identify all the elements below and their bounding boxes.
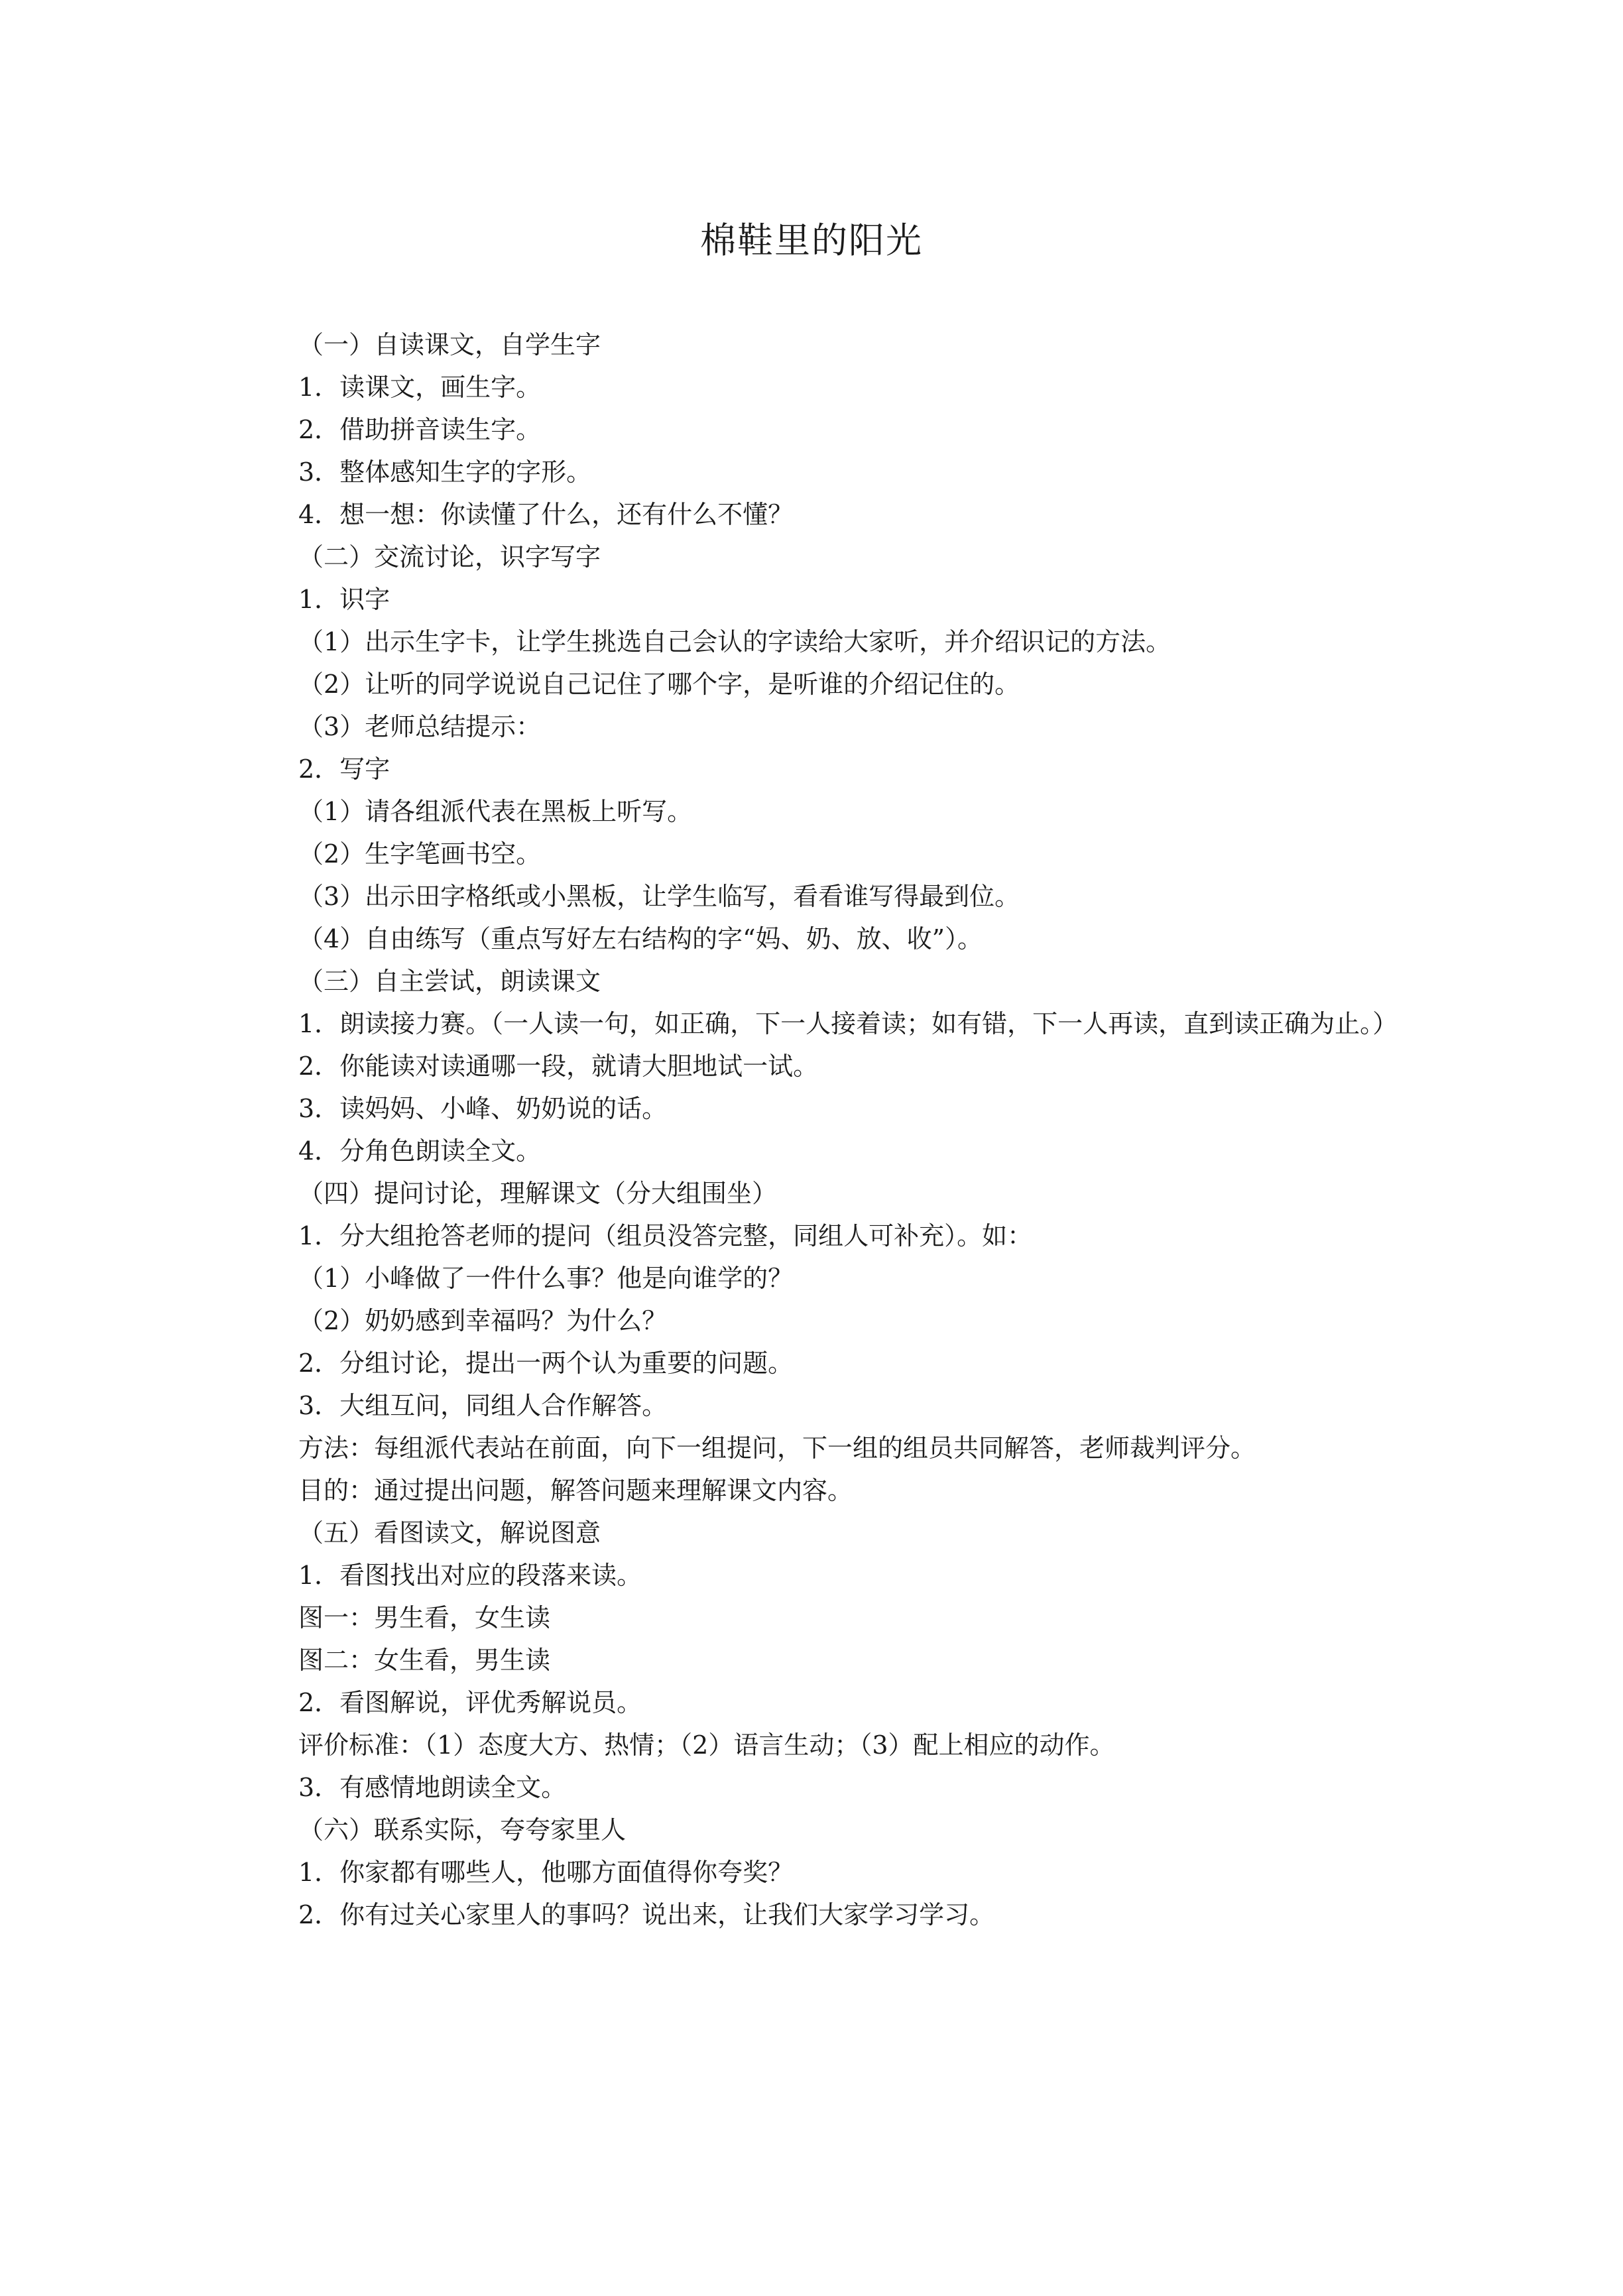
section-heading-3: （三）自主尝试，朗读课文 (298, 967, 601, 996)
list-item: 2．你有过关心家里人的事吗？说出来，让我们大家学习学习。 (298, 1900, 995, 1929)
sub-item: （1）请各组派代表在黑板上听写。 (298, 797, 693, 826)
criteria-note: 评价标准：（1）态度大方、热情；（2）语言生动；（3）配上相应的动作。 (298, 1730, 1115, 1760)
list-item: 4．想一想：你读懂了什么，还有什么不懂？ (298, 500, 794, 529)
list-item: 2．你能读对读通哪一段，就请大胆地试一试。 (298, 1052, 819, 1081)
list-item: 2．写字 (298, 755, 391, 784)
sub-item: （2）生字笔画书空。 (298, 839, 542, 869)
list-item-wrapped: 1．朗读接力赛。（一人读一句，如正确，下一人接着读；如有错，下一人再读，直到读正确为止。） (298, 1009, 1398, 1038)
document-title: 棉鞋里的阳光 (700, 219, 923, 261)
method-note: 方法：每组派代表站在前面，向下一组提问，下一组的组员共同解答，老师裁判评分。 (298, 1433, 1256, 1463)
picture-note: 图一：男生看，女生读 (298, 1603, 551, 1632)
section-heading-6: （六）联系实际，夸夸家里人 (298, 1815, 627, 1844)
sub-item: （1）小峰做了一件什么事？他是向谁学的？ (298, 1264, 794, 1293)
list-item: 3．有感情地朗读全文。 (298, 1773, 567, 1802)
list-item: 1．你家都有哪些人，他哪方面值得你夸奖？ (298, 1858, 794, 1887)
list-item: 1．读课文，画生字。 (298, 373, 542, 402)
sub-item: （2）奶奶感到幸福吗？为什么？ (298, 1306, 668, 1335)
sub-item: （3）老师总结提示： (298, 712, 542, 741)
list-item: 4．分角色朗读全文。 (298, 1136, 542, 1166)
section-heading-4: （四）提问讨论，理解课文（分大组围坐） (298, 1179, 778, 1208)
section-heading-1: （一）自读课文，自学生字 (298, 330, 601, 359)
list-item: 2．分组讨论，提出一两个认为重要的问题。 (298, 1349, 794, 1378)
sub-item: （1）出示生字卡，让学生挑选自己会认的字读给大家听，并介绍识记的方法。 (298, 627, 1172, 656)
document-body (248, 324, 1398, 1936)
list-item: 1．分大组抢答老师的提问（组员没答完整，同组人可补充）。如： (298, 1221, 1033, 1250)
section-heading-5: （五）看图读文，解说图意 (298, 1518, 601, 1547)
list-item: 1．识字 (298, 585, 391, 614)
sub-item: （2）让听的同学说说自己记住了哪个字，是听谁的介绍记住的。 (298, 670, 1020, 699)
sub-item: （3）出示田字格纸或小黑板，让学生临写，看看谁写得最到位。 (298, 882, 1020, 911)
sub-item: （4）自由练写（重点写好左右结构的字“妈、奶、放、收”）。 (298, 924, 983, 953)
list-item: 2．看图解说，评优秀解说员。 (298, 1688, 642, 1717)
picture-note: 图二：女生看，男生读 (298, 1646, 551, 1675)
list-item: 3．整体感知生字的字形。 (298, 457, 592, 487)
list-item: 1．看图找出对应的段落来读。 (298, 1561, 642, 1590)
section-heading-2: （二）交流讨论，识字写字 (298, 542, 601, 572)
list-item: 2．借助拼音读生字。 (298, 415, 542, 444)
list-item: 3．读妈妈、小峰、奶奶说的话。 (298, 1094, 668, 1123)
purpose-note: 目的：通过提出问题，解答问题来理解课文内容。 (298, 1476, 853, 1505)
list-item: 3．大组互问，同组人合作解答。 (298, 1391, 668, 1420)
